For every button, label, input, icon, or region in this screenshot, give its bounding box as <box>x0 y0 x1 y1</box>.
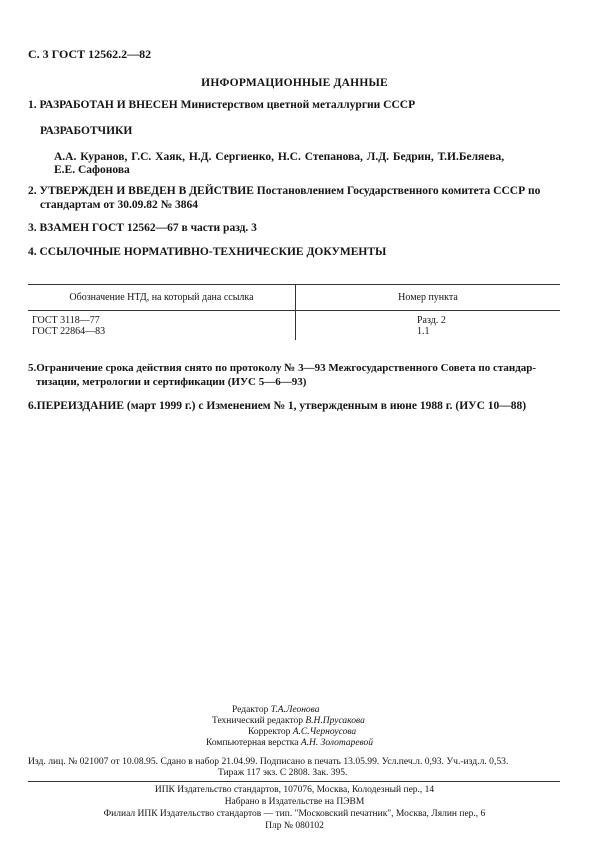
publisher-line-2: Набрано в Издательстве на ПЭВМ <box>224 797 365 807</box>
section-4: 4. ССЫЛОЧНЫЕ НОРМАТИВНО-ТЕХНИЧЕСКИЕ ДОКУМЕНТЫ <box>28 246 387 258</box>
imprint-line-1: Изд. лиц. № 021007 от 10.08.95. Сдано в набор 21.04.99. Подписано в печать 13.05.99. Усл.печ.л. 0,93. Уч.-изд.л. 0,53. <box>28 756 509 767</box>
section-2 <box>28 185 540 197</box>
credit-corrector <box>248 727 356 737</box>
credit-tech-name: В.Н.Прусакова <box>305 716 365 726</box>
section-6-text: (март 1999 г.) с Изменением № 1, утвержденным в июне 1988 г. (ИУС 10—88) <box>126 400 527 412</box>
credit-editor-label: Редактор <box>232 705 269 715</box>
section-6-lead: 6.ПЕРЕИЗДАНИЕ <box>28 400 125 412</box>
imprint-rule <box>28 781 560 782</box>
credit-editor <box>232 705 320 715</box>
section-2-lead: 2. УТВЕРЖДЕН И ВВЕДЕН В ДЕЙСТВИЕ <box>28 185 254 197</box>
table-header-rule <box>28 310 560 311</box>
credit-layout-label: Компьютерная верстка <box>206 738 299 748</box>
credit-editor-name: Т.А.Леонова <box>270 705 320 715</box>
section-1 <box>28 99 415 111</box>
table-row-1-doc: ГОСТ 3118—77 <box>32 315 100 326</box>
table-row-2-item: 1.1 <box>417 326 430 337</box>
section-1-text: Министерством цветной металлургии СССР <box>180 99 416 111</box>
credit-layout-name: А.Н. Золотаревой <box>300 738 374 748</box>
publisher-line-1: ИПК Издательство стандартов, 107076, Москва, Колодезный пер., 14 <box>154 785 435 795</box>
section-5-line-2: тизации, метрологии и сертификации (ИУС 5—6—93) <box>36 376 307 388</box>
section-6 <box>28 400 526 412</box>
developers-line-1: А.А. Куранов, Г.С. Хаяк, Н.Д. Сергиенко, Н.С. Степанова, Л.Д. Бедрин, Т.И.Беляева, <box>54 151 505 163</box>
section-1-lead: 1. РАЗРАБОТАН И ВНЕСЕН <box>28 99 178 111</box>
page-title: ИНФОРМАЦИОННЫЕ ДАННЫЕ <box>201 77 388 89</box>
publisher-line-4: Плр № 080102 <box>265 821 324 831</box>
section-2-text: Постановлением Государственного комитета СССР по <box>256 185 541 197</box>
credit-tech-label: Технический редактор <box>212 716 303 726</box>
section-5-line-1: 5.Ограничение срока действия снято по протоколу № 3—93 Межгосударственного Совета по стандар- <box>28 362 537 374</box>
developers-heading: РАЗРАБОТЧИКИ <box>40 125 133 137</box>
imprint-line-2: Тираж 117 экз. С 2808. Зак. 395. <box>218 768 348 778</box>
section-3: 3. ВЗАМЕН ГОСТ 12562—67 в части разд. 3 <box>28 222 257 234</box>
table-top-rule <box>28 284 560 285</box>
table-header-doc: Обозначение НТД, на который дана ссылка <box>69 292 254 303</box>
table-row-2-doc: ГОСТ 22864—83 <box>32 326 106 337</box>
credit-layout <box>206 738 373 748</box>
credit-corr-name: А.С.Черноусова <box>292 727 357 737</box>
table-header-item: Номер пункта <box>398 292 458 303</box>
credit-corr-label: Корректор <box>248 727 291 737</box>
table-row-1-item: Разд. 2 <box>417 315 446 326</box>
page-header: С. 3 ГОСТ 12562.2—82 <box>28 47 152 61</box>
section-2-text-line-2: стандартам от 30.09.82 № 3864 <box>40 199 199 211</box>
developers-line-2: Е.Е. Сафонова <box>54 164 130 176</box>
credit-tech-editor <box>212 716 365 726</box>
publisher-line-3: Филиал ИПК Издательство стандартов — тип. "Московский печатник", Москва, Лялин пер., 6 <box>103 809 486 819</box>
